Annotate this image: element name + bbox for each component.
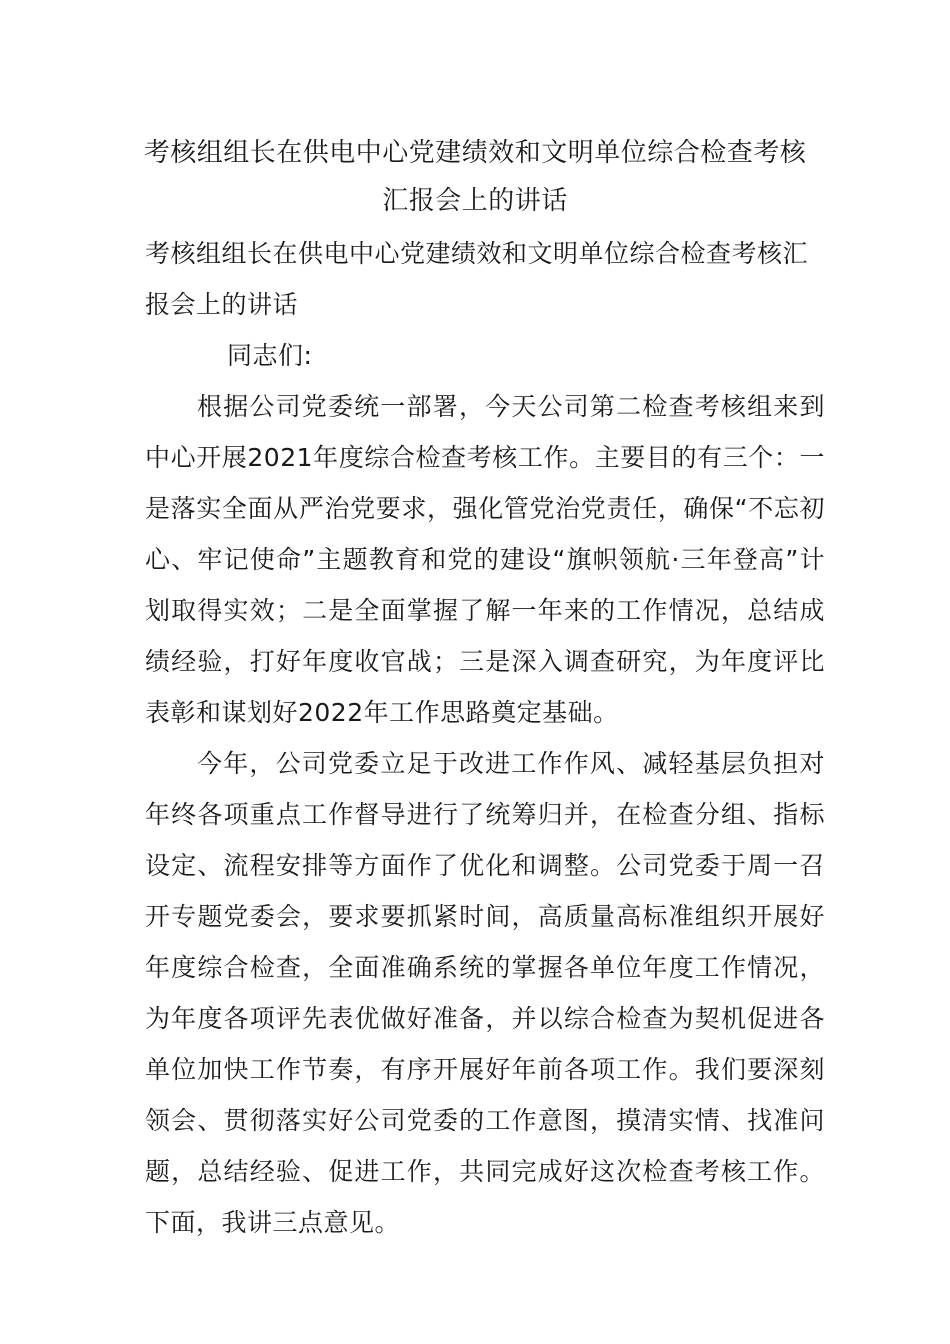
- document-title-line-1: 考核组组长在供电中心党建绩效和文明单位综合检查考核: [143, 138, 807, 168]
- greeting: 同志们:: [227, 341, 313, 370]
- paragraph-1: 根据公司党委统一部署，今天公司第二检查考核组来到中心开展2021年度综合检查考核工作。主要目的有三个：一是落实全面从严治党要求，强化管党治党责任，确保“不忘初心、牢记使命”主题教育和党的建设“旗帜领航·三年登高”计划取得实效；二是全面掌握了解一年来的工作情况，总结成绩经验，打好年度收官战；三是深入调查研究，为年度评比表彰和谋划好2022年工作思路奠定基础。: [145, 392, 825, 727]
- paragraph-2: 今年，公司党委立足于改进工作作风、减轻基层负担对年终各项重点工作督导进行了统筹归并，在检查分组、指标设定、流程安排等方面作了优化和调整。公司党委于周一召开专题党委会，要求要抓紧时间，高质量高标准组织开展好年度综合检查，全面准确系统的掌握各单位年度工作情况，为年度各项评先表优做好准备，并以综合检查为契机促进各单位加快工作节奏，有序开展好年前各项工作。我们要深刻领会、贯彻落实好公司党委的工作意图，摸清实情、找准问题，总结经验、促进工作，共同完成好这次检查考核工作。下面，我讲三点意见。: [145, 749, 825, 1237]
- document-heading: 考核组组长在供电中心党建绩效和文明单位综合检查考核汇报会上的讲话: [145, 239, 809, 319]
- document-title-line-2: 汇报会上的讲话: [382, 186, 568, 216]
